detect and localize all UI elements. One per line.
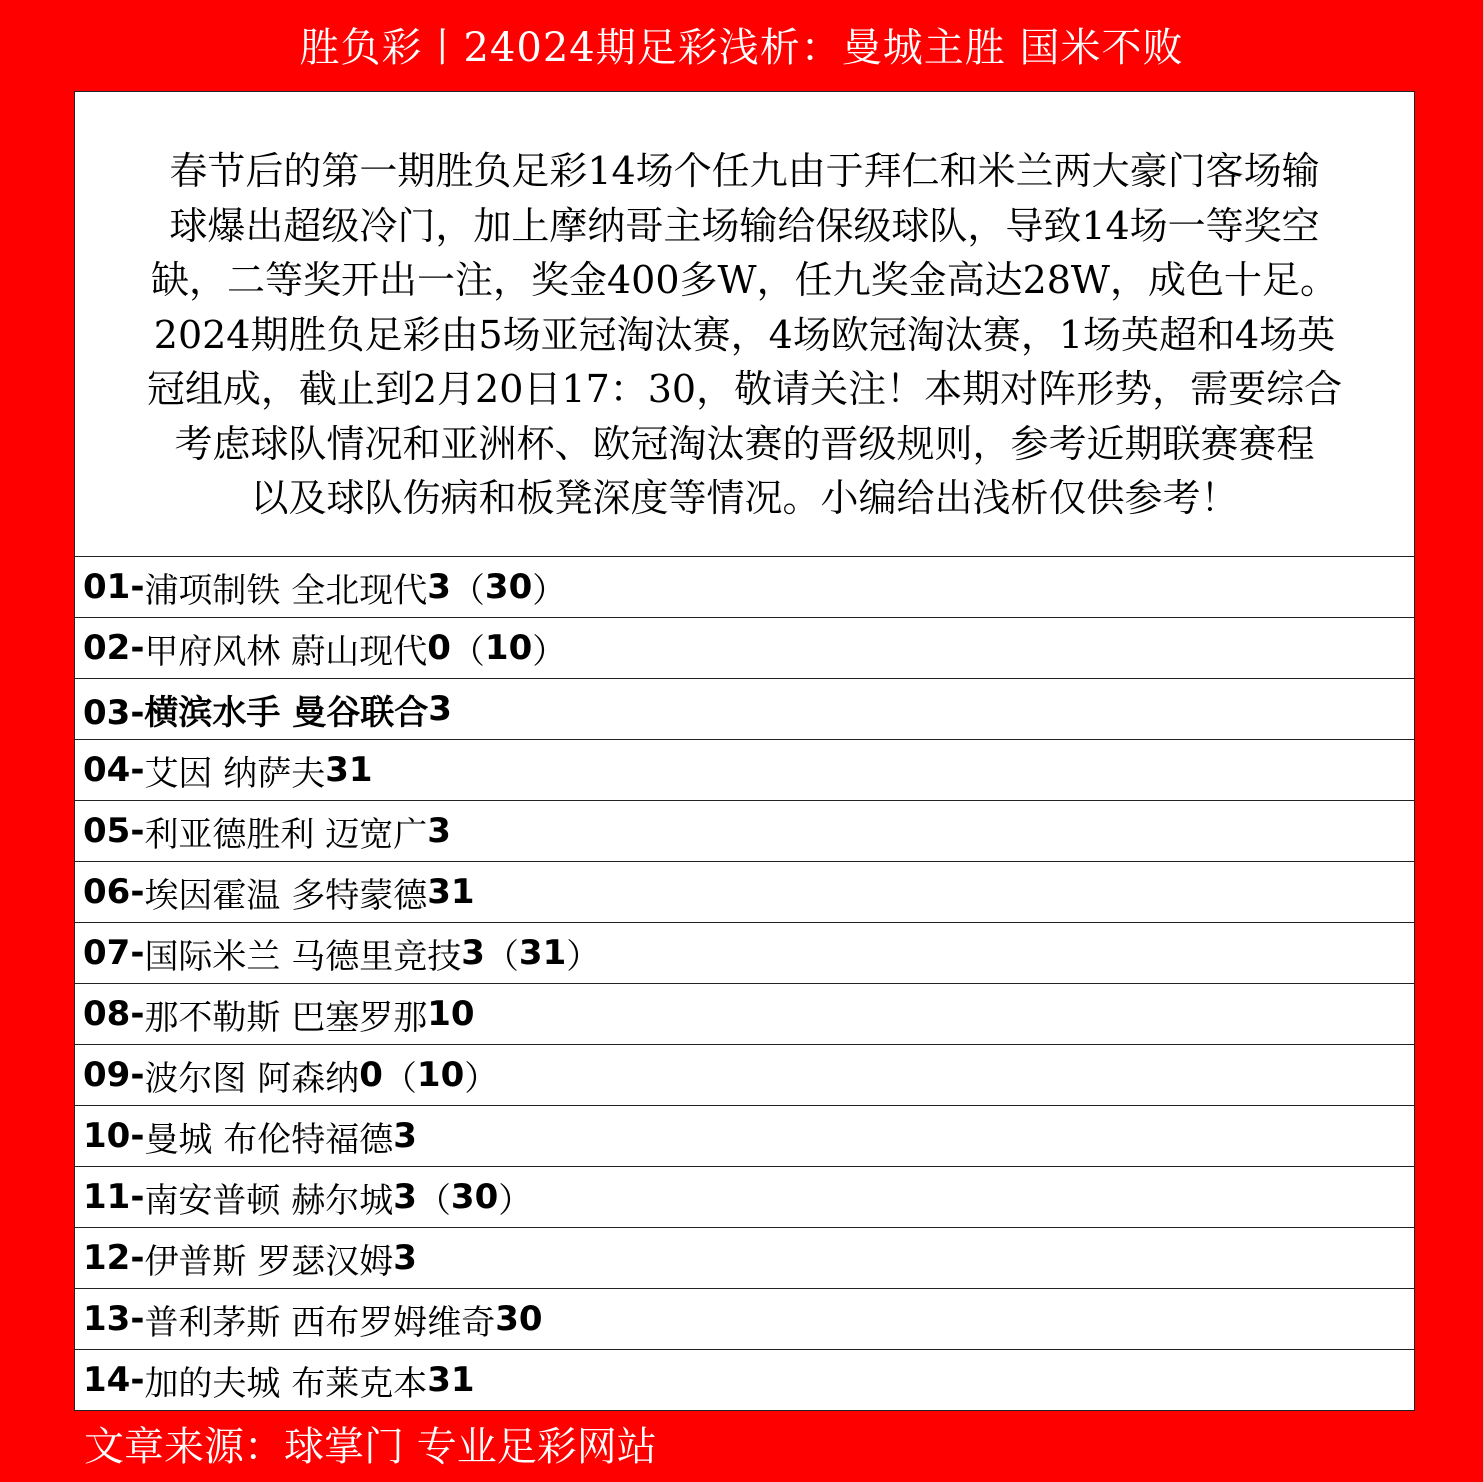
match-paren-close: ） xyxy=(498,1180,533,1221)
match-number: 01- xyxy=(83,567,145,607)
match-row xyxy=(75,922,1414,983)
match-row xyxy=(75,739,1414,800)
match-number: 14- xyxy=(83,1360,145,1400)
match-teams: 国际米兰 马德里竞技 xyxy=(144,936,462,977)
match-teams: 甲府风林 蔚山现代 xyxy=(144,631,428,672)
match-teams: 伊普斯 罗瑟汉姆 xyxy=(144,1241,394,1282)
match-row xyxy=(75,678,1414,739)
match-row xyxy=(75,1288,1414,1349)
match-number: 09- xyxy=(83,1055,145,1095)
match-teams: 曼城 布伦特福德 xyxy=(144,1119,394,1160)
match-pick: 10 xyxy=(427,994,475,1034)
intro-paragraph xyxy=(75,92,1414,556)
match-number: 02- xyxy=(83,628,145,668)
match-pick: 31 xyxy=(427,1360,475,1400)
match-pick: 31 xyxy=(325,750,373,790)
intro-line: 春节后的第一期胜负足彩14场个任九由于拜仁和米兰两大豪门客场输 xyxy=(169,149,1320,193)
match-pick: 3 xyxy=(428,689,452,729)
match-paren-close: ） xyxy=(532,570,567,611)
intro-line: 球爆出超级冷门，加上摩纳哥主场输给保级球队，导致14场一等奖空 xyxy=(169,203,1320,248)
match-number: 05- xyxy=(83,811,145,851)
match-teams: 南安普顿 赫尔城 xyxy=(144,1180,394,1221)
match-teams: 浦项制铁 全北现代 xyxy=(144,570,428,611)
match-row xyxy=(75,1044,1414,1105)
match-paren-close: ） xyxy=(566,936,601,977)
intro-line: 考虑球队情况和亚洲杯、欧冠淘汰赛的晋级规则，参考近期联赛赛程 xyxy=(174,421,1315,466)
match-row xyxy=(75,1166,1414,1227)
match-teams: 利亚德胜利 迈宽广 xyxy=(144,814,428,855)
match-teams: 艾因 纳萨夫 xyxy=(144,753,326,794)
intro-line: 缺，二等奖开出一注，奖金400多W，任九奖金高达28W，成色十足。 xyxy=(150,258,1338,302)
source-footer: 文章来源：球掌门 专业足彩网站 xyxy=(84,1424,657,1470)
match-alt-pick: 10 xyxy=(416,1055,465,1095)
match-number: 08- xyxy=(83,994,145,1034)
match-pick: 3 xyxy=(393,1177,417,1217)
intro-line: 2024期胜负足彩由5场亚冠淘汰赛，4场欧冠淘汰赛，1场英超和4场英 xyxy=(153,312,1336,357)
intro-line: 以及球队伤病和板凳深度等情况。小编给出浅析仅供参考！ xyxy=(250,476,1239,520)
match-row xyxy=(75,983,1414,1044)
match-pick: 0 xyxy=(359,1055,383,1095)
match-paren-open: （ xyxy=(382,1058,417,1099)
match-pick: 3 xyxy=(461,933,485,973)
match-alt-pick: 30 xyxy=(450,1177,499,1217)
match-alt-pick: 31 xyxy=(518,933,567,973)
match-paren-open: （ xyxy=(450,631,485,672)
match-number: 12- xyxy=(83,1238,145,1278)
content-panel xyxy=(74,91,1415,1411)
match-number: 07- xyxy=(83,933,145,973)
match-row xyxy=(75,556,1414,617)
page-title: 胜负彩丨24024期足彩浅析：曼城主胜 国米不败 xyxy=(299,25,1184,71)
match-pick: 3 xyxy=(393,1116,417,1156)
match-number: 06- xyxy=(83,872,145,912)
match-row xyxy=(75,617,1414,678)
match-number: 04- xyxy=(83,750,145,790)
match-number: 11- xyxy=(83,1177,145,1217)
match-list xyxy=(75,556,1414,1410)
match-paren-open: （ xyxy=(484,936,519,977)
match-pick: 3 xyxy=(393,1238,417,1278)
match-teams: 普利茅斯 西布罗姆维奇 xyxy=(144,1302,496,1343)
match-paren-open: （ xyxy=(450,570,485,611)
match-pick: 31 xyxy=(427,872,475,912)
match-number: 13- xyxy=(83,1299,145,1339)
match-pick: 3 xyxy=(427,567,451,607)
match-pick: 3 xyxy=(427,811,451,851)
match-row xyxy=(75,800,1414,861)
match-paren-close: ） xyxy=(532,631,567,672)
match-alt-pick: 30 xyxy=(484,567,533,607)
match-number: 03-横滨水手 曼谷联合 xyxy=(83,692,429,733)
match-row xyxy=(75,1349,1414,1410)
match-paren-open: （ xyxy=(416,1180,451,1221)
match-row xyxy=(75,861,1414,922)
match-row xyxy=(75,1105,1414,1166)
match-alt-pick: 10 xyxy=(484,628,533,668)
match-number: 10- xyxy=(83,1116,145,1156)
match-teams: 埃因霍温 多特蒙德 xyxy=(144,875,428,916)
intro-line: 冠组成，截止到2月20日17：30，敬请关注！本期对阵形势，需要综合 xyxy=(146,367,1343,411)
match-teams: 波尔图 阿森纳 xyxy=(144,1058,360,1099)
match-row xyxy=(75,1227,1414,1288)
match-pick: 0 xyxy=(427,628,451,668)
match-teams: 加的夫城 布莱克本 xyxy=(144,1363,428,1404)
match-paren-close: ） xyxy=(464,1058,499,1099)
match-pick: 30 xyxy=(495,1299,543,1339)
match-teams: 那不勒斯 巴塞罗那 xyxy=(144,997,428,1038)
